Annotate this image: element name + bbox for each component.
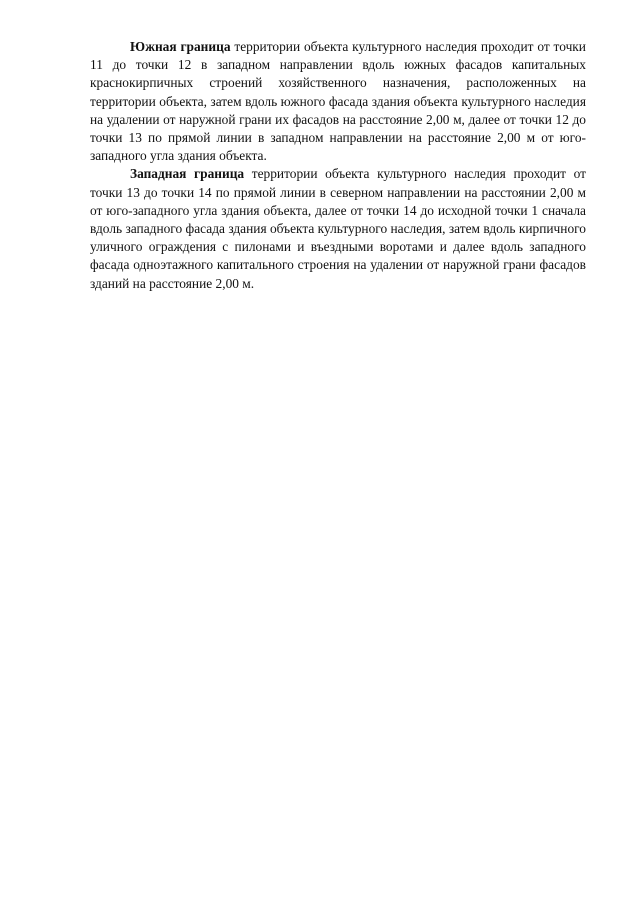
document-page (90, 38, 586, 293)
west-boundary-paragraph (90, 165, 586, 292)
south-boundary-heading: Южная граница (130, 39, 231, 54)
south-boundary-paragraph (90, 38, 586, 165)
west-boundary-text: территории объекта культурного наследия проходит от точки 13 до точки 14 по прямой линии в северном направлении на расстоянии 2,00 м от юго-западного угла здания объекта, далее от точки 14 до исходной точки 1 сначала вдоль западного фасада здания объекта культурного наследия, затем вдоль кирпичного уличного ограждения с пилонами и въездными воротами и далее вдоль западного фасада одноэтажного капитального строения на удалении от наружной грани фасадов зданий на расстояние 2,00 м. (90, 166, 586, 291)
south-boundary-text: территории объекта культурного наследия проходит от точки 11 до точки 12 в западном направлении вдоль южных фасадов капитальных краснокирпичных строений хозяйственного назначения, расположенных на территории объекта, затем вдоль южного фасада здания объекта культурного наследия на удалении от наружной грани их фасадов на расстояние 2,00 м, далее от точки 12 до точки 13 по прямой линии в западном направлении на расстояние 2,00 м от юго-западного угла здания объекта. (90, 39, 586, 164)
west-boundary-heading: Западная граница (130, 166, 245, 182)
